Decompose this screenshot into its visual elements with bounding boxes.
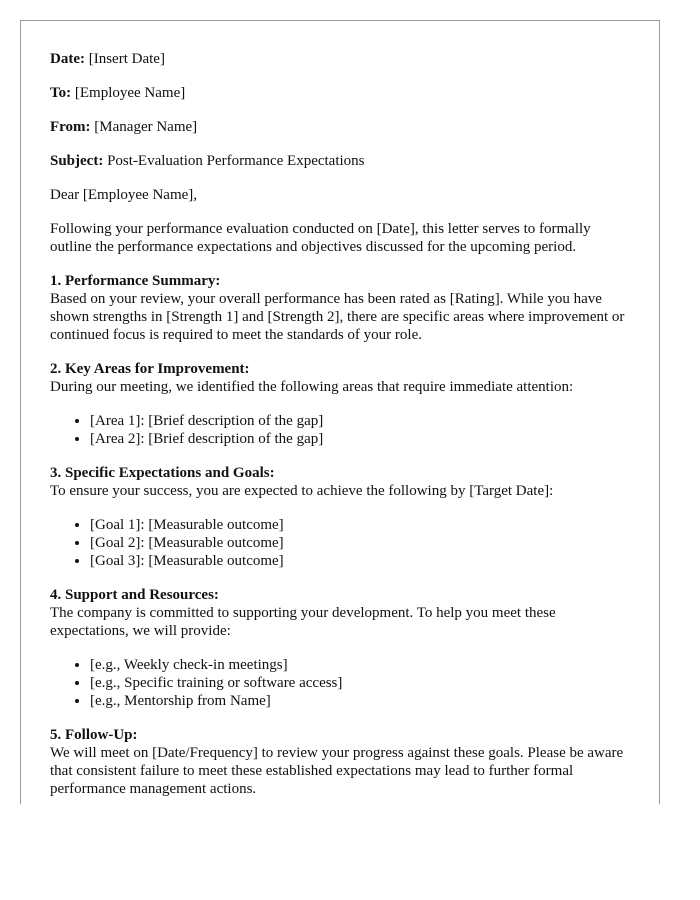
- section-body: The company is committed to supporting your development. To help you meet these expectations, we will provide:: [50, 605, 556, 639]
- bullet-list: [50, 516, 630, 570]
- list-item: • [Area 1]: [Brief description of the gap]: [90, 412, 630, 430]
- list-item: • [Goal 3]: [Measurable outcome]: [90, 552, 630, 570]
- intro-paragraph: Following your performance evaluation conducted on [Date], this letter serves to formally outline the performance expectations and objectives discussed for the upcoming period.: [50, 221, 591, 255]
- to-line: [50, 84, 630, 102]
- list-item: • [e.g., Mentorship from Name]: [90, 692, 630, 710]
- list-item: • [Goal 2]: [Measurable outcome]: [90, 534, 630, 552]
- date-value: [Insert Date]: [88, 51, 165, 67]
- salutation: Dear [Employee Name],: [50, 187, 198, 203]
- section-body: During our meeting, we identified the following areas that require immediate attention:: [50, 379, 574, 395]
- subject-line: [50, 152, 630, 170]
- section-expectations-goals: [50, 464, 630, 570]
- to-value: [Employee Name]: [74, 85, 186, 101]
- section-follow-up: [50, 726, 630, 798]
- section-key-areas: [50, 360, 630, 448]
- section-body: Based on your review, your overall performance has been rated as [Rating]. While you have shown strengths in [Strength 1] and [Strength 2], there are specific areas where improvement or continued focus is required to meet the standards of your role.: [50, 291, 625, 343]
- letter-page: [20, 20, 660, 804]
- section-heading: 5. Follow-Up:: [50, 727, 138, 743]
- subject-label: Subject:: [50, 153, 104, 169]
- from-label: From:: [50, 119, 91, 135]
- section-performance-summary: [50, 272, 630, 344]
- section-body: To ensure your success, you are expected to achieve the following by [Target Date]:: [50, 483, 554, 499]
- to-label: To:: [50, 85, 72, 101]
- bullet-list: [50, 656, 630, 710]
- letter-content: [50, 50, 630, 804]
- list-item: • [Area 2]: [Brief description of the gap]: [90, 430, 630, 448]
- section-heading: 3. Specific Expectations and Goals:: [50, 465, 275, 481]
- list-item: • [e.g., Specific training or software access]: [90, 674, 630, 692]
- from-value: [Manager Name]: [94, 119, 198, 135]
- section-body: We will meet on [Date/Frequency] to review your progress against these goals. Please be aware that consistent failure to meet these established expectations may lead to further formal performance management actions.: [50, 745, 624, 797]
- date-label: Date:: [50, 51, 85, 67]
- list-item: • [e.g., Weekly check-in meetings]: [90, 656, 630, 674]
- section-support-resources: [50, 586, 630, 710]
- list-item: • [Goal 1]: [Measurable outcome]: [90, 516, 630, 534]
- subject-value: Post-Evaluation Performance Expectations: [107, 153, 365, 169]
- section-heading: 2. Key Areas for Improvement:: [50, 361, 250, 377]
- date-line: [50, 50, 630, 68]
- section-heading: 4. Support and Resources:: [50, 587, 219, 603]
- from-line: [50, 118, 630, 136]
- bullet-list: [50, 412, 630, 448]
- section-heading: 1. Performance Summary:: [50, 273, 221, 289]
